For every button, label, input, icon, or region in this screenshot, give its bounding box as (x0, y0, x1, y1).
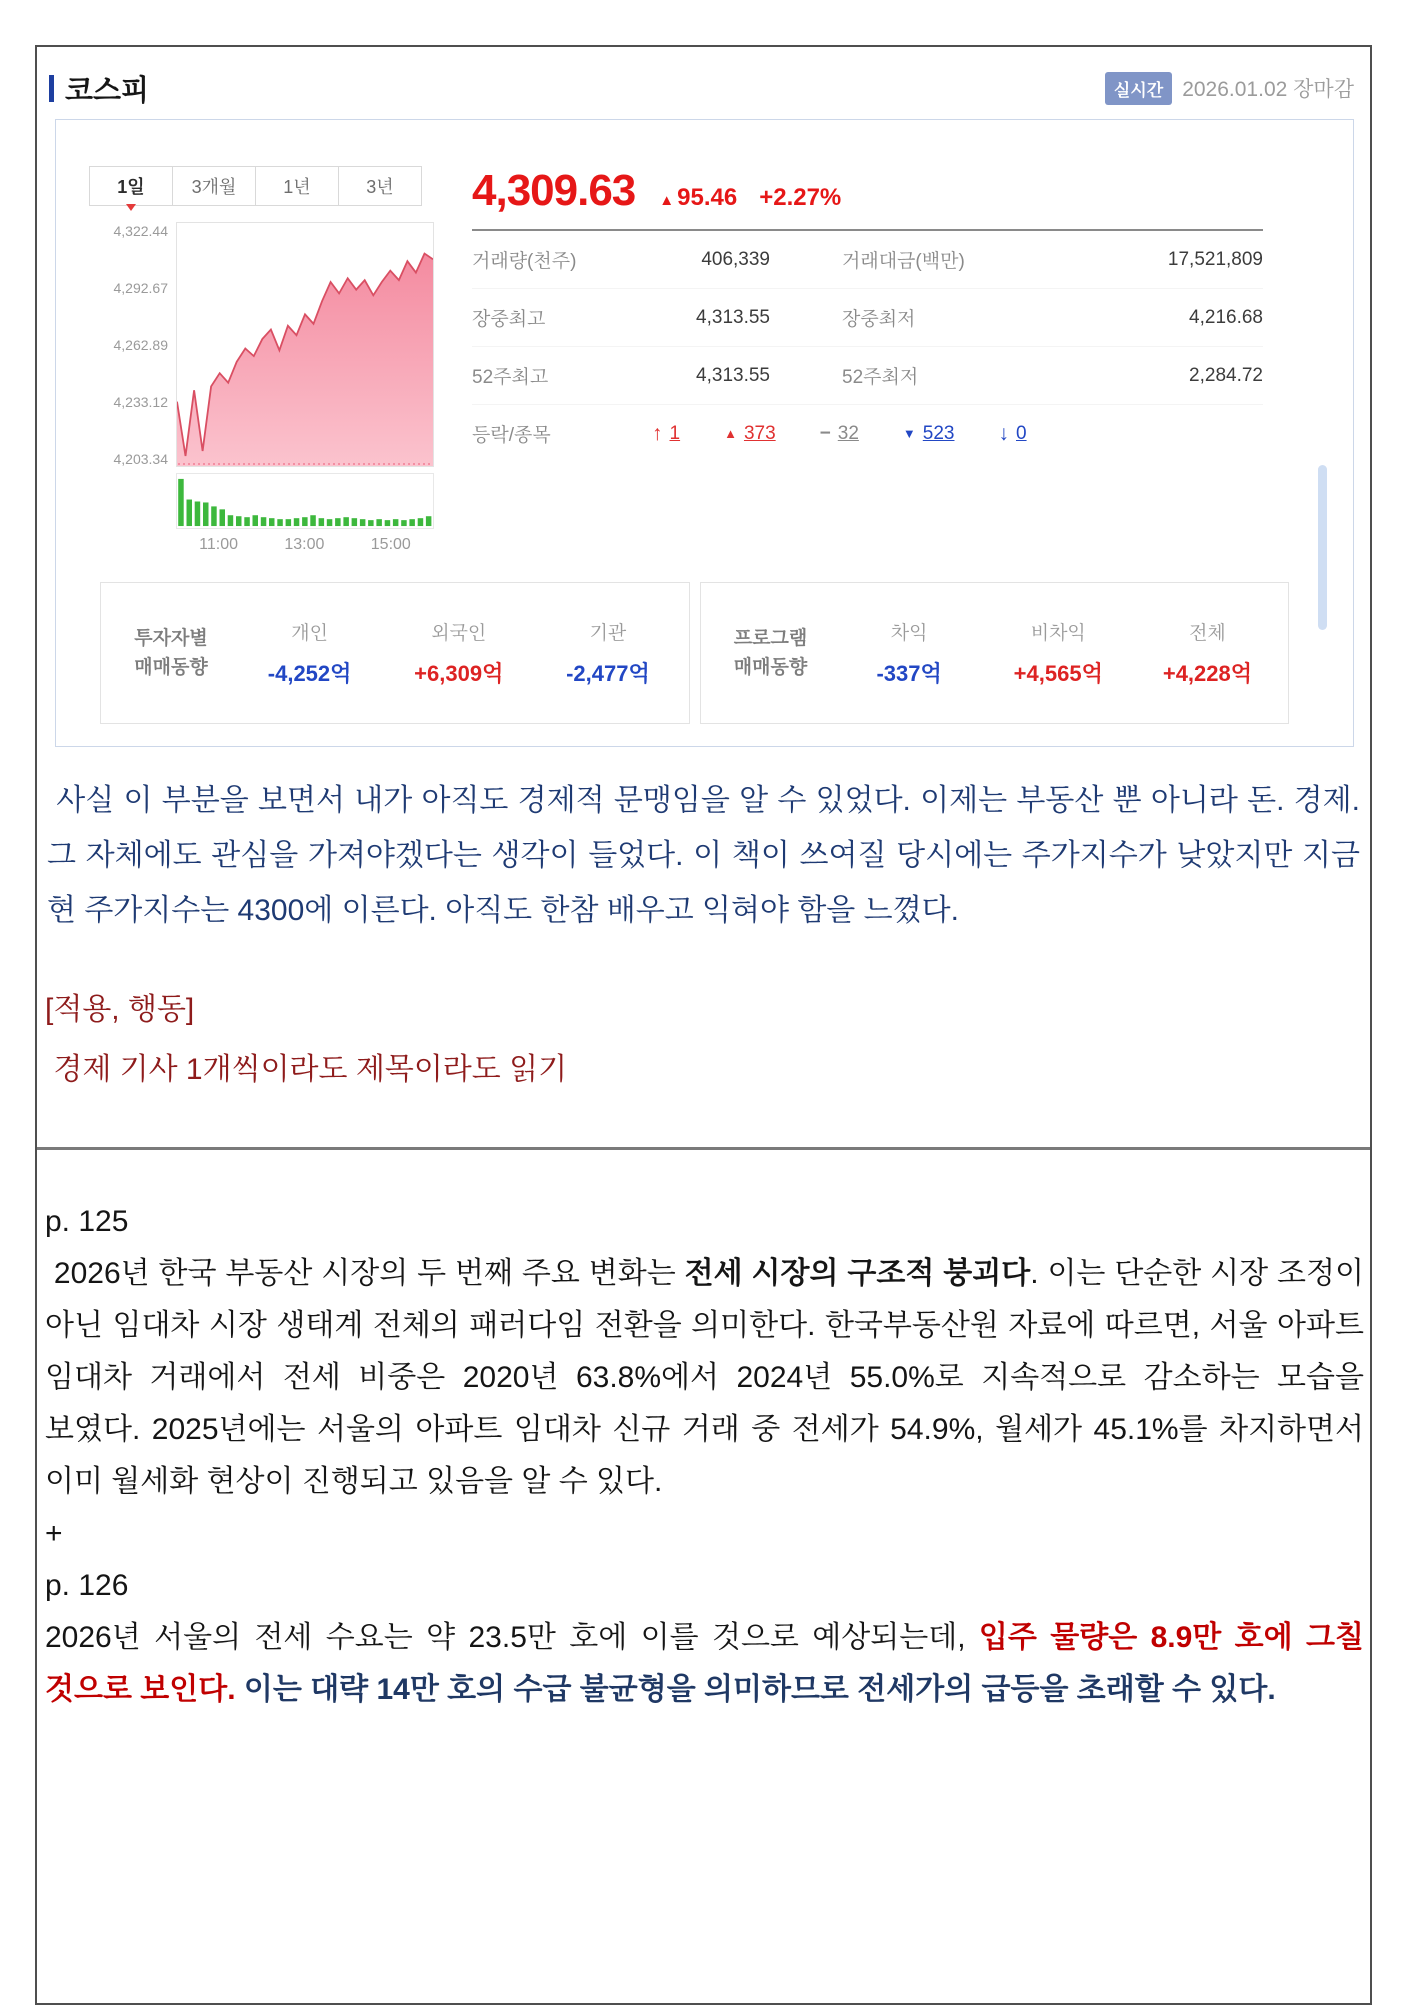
limit-down-count[interactable]: 0 (1015, 422, 1027, 444)
panel-col-value: +6,309억 (414, 661, 504, 686)
title-text: 코스피 (65, 74, 150, 107)
kospi-header (45, 57, 1362, 111)
apply-line: 경제 기사 1개씩이라도 제목이라도 읽기 (45, 1053, 568, 1086)
advancers-item (724, 423, 776, 445)
stat-value: 2,284.72 (1189, 364, 1263, 386)
panel-col-label: 차익 (890, 623, 928, 644)
limit-up-item (652, 422, 680, 446)
stat-label: 거래량(천주) (472, 251, 577, 272)
tab-1day-label: 1일 (117, 177, 145, 197)
limit-up-count[interactable]: 1 (669, 422, 681, 444)
panel-col-non-arbitrage (984, 618, 1133, 688)
panel-col-total (1133, 618, 1282, 688)
panel-col-value: -4,252억 (267, 661, 352, 686)
chart-column (88, 166, 440, 554)
title-accent-bar (49, 75, 54, 102)
bold-phrase: 전세 시장의 구조적 붕괴다 (684, 1257, 1031, 1290)
active-tab-caret-icon (126, 204, 136, 211)
advancers-count[interactable]: 373 (743, 422, 776, 444)
unchanged-count[interactable]: 32 (837, 422, 859, 444)
panel-col-label: 외국인 (431, 623, 487, 644)
panel-col-label: 기관 (589, 623, 627, 644)
y-tick: 4,292.67 (113, 280, 168, 296)
trading-trend-panels (100, 582, 1289, 724)
realtime-badge: 실시간 (1105, 72, 1172, 105)
panel-title: 투자자별 매매동향 (134, 627, 208, 678)
panel-col-institution (533, 618, 682, 688)
unchanged-item (820, 423, 859, 445)
table-cell-pages (37, 1150, 1373, 1716)
table-cell-kospi (37, 47, 1370, 1150)
program-trend-panel (700, 582, 1290, 724)
price-chart-svg (177, 223, 433, 466)
tab-1year[interactable] (255, 166, 339, 206)
panel-col-label: 비차익 (1030, 623, 1086, 644)
note-paragraph: 사실 이 부분을 보면서 내가 아직도 경제적 문맹임을 알 수 있었다. 이제는 부동산 뿐 아니라 돈. 경제. 그 자체에도 관심을 가져야겠다는 생각이 들었다. 이 책이 쓰여질 당시에는 주가지수가 낮았지만 지금 현 주가지수는 4300에 이른다. 아직도 한참 배우고 익혀야 함을 느꼈다. (47, 784, 1369, 927)
volume-chart (176, 473, 434, 529)
plus-mark: + (45, 1517, 63, 1550)
kospi-widget (55, 119, 1354, 747)
stat-label: 거래대금(백만) (842, 251, 965, 272)
index-change-value: 95.46 (677, 184, 738, 211)
y-tick: 4,203.34 (113, 451, 168, 467)
panel-col-value: +4,565억 (1013, 661, 1103, 686)
scrollbar-thumb[interactable] (1318, 465, 1327, 630)
chart-period-tabs (90, 166, 440, 206)
red-phrase: 입주 물량은 8.9만 호에 그칠 것으로 보인다. (45, 1621, 1373, 1706)
up-triangle-icon: ▲ (659, 192, 675, 209)
stat-label: 장중최고 (472, 309, 546, 330)
x-tick: 13:00 (284, 536, 325, 553)
down-arrow-icon: ↓ (998, 421, 1009, 445)
stats-column (472, 166, 1263, 554)
advance-decline-row (472, 405, 1263, 462)
panel-col-label: 전체 (1189, 623, 1226, 644)
stat-label: 52주최저 (842, 367, 919, 388)
advance-decline-items (652, 422, 1027, 446)
panel-col-individual (235, 618, 384, 688)
advance-decline-label: 등락/종목 (472, 425, 551, 446)
stat-value: 17,521,809 (1167, 248, 1263, 270)
page-125-label: p. 125 (45, 1205, 129, 1238)
stats-row (472, 347, 1263, 405)
market-close-date: 2026.01.02 장마감 (1182, 78, 1354, 101)
header-right (1105, 72, 1354, 105)
volume-chart-svg (177, 474, 433, 528)
page-126-paragraph: 2026년 서울의 전세 수요는 약 23.5만 호에 이를 것으로 예상되는데, 입주 물량은 8.9만 호에 그칠 것으로 보인다. 이는 대략 14만 호의 수급 불균형을 의미하므로 전세가의 급등을 초래할 수 있다. (45, 1621, 1373, 1706)
stat-value: 4,313.55 (696, 364, 770, 386)
stats-row (472, 231, 1263, 289)
stat-label: 장중최저 (842, 309, 916, 330)
price-chart-plot (176, 222, 434, 467)
index-price: 4,309.63 (472, 166, 636, 215)
investor-trend-panel (100, 582, 690, 724)
page-title (49, 68, 149, 109)
panel-col-value: -2,477억 (566, 661, 650, 686)
tab-3months-label: 3개월 (191, 177, 237, 197)
x-axis-labels (176, 536, 434, 554)
decliners-count[interactable]: 523 (922, 422, 955, 444)
panel-title: 프로그램 매매동향 (733, 627, 808, 678)
index-change-percent: +2.27% (759, 184, 842, 211)
stat-value: 4,216.68 (1189, 306, 1263, 328)
stat-value: 406,339 (701, 248, 770, 270)
panel-col-value: +4,228억 (1162, 661, 1252, 686)
index-change (659, 184, 737, 212)
widget-top (88, 166, 1323, 554)
price-area (177, 254, 433, 466)
panel-col-value: -337억 (876, 661, 942, 686)
apply-heading: [적용, 행동] (45, 993, 195, 1026)
panel-col-label: 개인 (291, 623, 328, 644)
limit-down-item (998, 422, 1026, 446)
apply-section (45, 980, 1362, 1100)
document-table (35, 45, 1372, 2005)
tab-3years-label: 3년 (366, 177, 394, 197)
y-tick: 4,262.89 (113, 337, 168, 353)
decliners-item (903, 423, 955, 445)
panel-col-arbitrage (835, 618, 984, 688)
x-tick: 11:00 (199, 536, 239, 553)
stat-value: 4,313.55 (696, 306, 770, 328)
panel-col-foreign (384, 618, 533, 688)
tab-3years[interactable] (338, 166, 422, 206)
down-triangle-icon: ▼ (902, 426, 916, 441)
y-tick: 4,322.44 (113, 223, 168, 239)
tab-3months[interactable] (172, 166, 256, 206)
up-arrow-icon: ↑ (652, 421, 663, 445)
index-quote (472, 166, 1263, 216)
stat-label: 52주최고 (472, 367, 549, 388)
tab-1day[interactable] (89, 166, 173, 206)
y-axis-labels (88, 222, 176, 467)
page-125-paragraph: 2026년 한국 부동산 시장의 두 번째 주요 변화는 전세 시장의 구조적 붕괴다. 이는 단순한 시장 조정이 아닌 임대차 시장 생태계 전체의 패러다임 전환을 의미한다. 한국부동산원 자료에 따르면, 서울 아파트 임대차 거래에서 전세 비중은 2020년 63.8%에서 2024년 55.0%로 지속적으로 감소하는 모습을 보였다. 2025년에는 서울의 아파트 임대차 신규 거래 중 전세가 54.9%, 월세가 45.1%를 차지하면서 이미 월세화 현상이 진행되고 있음을 알 수 있다. (45, 1257, 1373, 1498)
tab-1year-label: 1년 (283, 177, 311, 197)
stats-row (472, 289, 1263, 347)
price-chart-area (88, 222, 440, 467)
page-126-label: p. 126 (45, 1569, 129, 1602)
y-tick: 4,233.12 (113, 394, 168, 410)
flat-dash-icon: − (819, 422, 831, 444)
x-tick: 15:00 (370, 536, 411, 553)
up-triangle-icon: ▲ (724, 426, 737, 441)
blue-phrase: 이는 대략 14만 호의 수급 불균형을 의미하므로 전세가의 급등을 초래할 수 있다. (235, 1673, 1276, 1706)
